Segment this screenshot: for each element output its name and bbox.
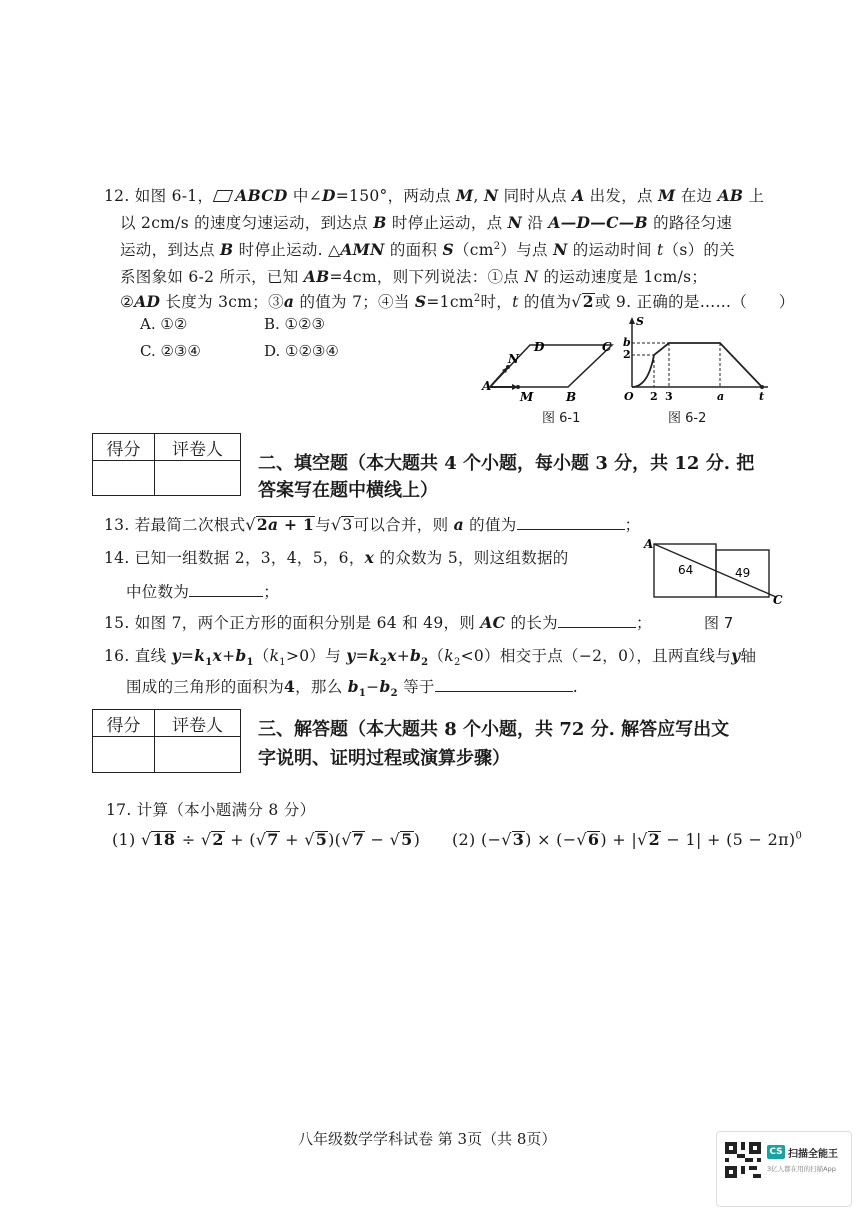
fig2-label-a: a — [717, 390, 725, 403]
q17-title: 17. 计算（本小题满分 8 分） — [106, 801, 316, 819]
grader-cell[interactable] — [155, 461, 241, 496]
q15-answer-blank[interactable] — [558, 614, 636, 628]
fig1-label-m: M — [520, 390, 534, 404]
fig7-label-49: 49 — [735, 566, 751, 580]
camscanner-title: 扫描全能王 — [788, 1149, 838, 1160]
score-cell[interactable] — [93, 737, 155, 773]
q12-line2: 以 2cm/s 的速度匀速运动，到达点 B 时停止运动，点 N 沿 A—D—C—B 的路径匀速 — [120, 213, 733, 232]
q14-line1: 14. 已知一组数据 2，3，4，5，6，x 的众数为 5，则这组数据的 — [104, 548, 569, 567]
section2-title-line2: 答案写在题中横线上） — [258, 480, 438, 501]
fig1-label-n: N — [508, 352, 519, 366]
grader-cell[interactable] — [155, 737, 241, 773]
figure-6-1 — [480, 335, 620, 405]
fig2-label-3x: 3 — [665, 390, 673, 403]
fig7-label-64: 64 — [678, 563, 694, 577]
q12-option-c: C. ②③④ — [140, 342, 201, 360]
fig1-label-a: A — [482, 379, 492, 393]
q16-answer-blank[interactable] — [435, 678, 573, 692]
fig1-label-b: B — [566, 390, 577, 404]
q14-line2: 中位数为 ； — [126, 583, 280, 601]
fig2-label-t: t — [759, 390, 765, 403]
figure-7 — [642, 536, 790, 606]
fig1-label-c: C — [602, 340, 612, 354]
score-label: 得分 — [93, 710, 155, 737]
q12-option-d: D. ①②③④ — [264, 342, 339, 360]
q12-line4: 系图象如 6-2 所示，已知 AB=4cm，则下列说法：①点 N 的运动速度是 1cm/s； — [120, 267, 708, 286]
grader-label: 评卷人 — [155, 434, 241, 461]
section3-title-line2: 字说明、证明过程或演算步骤） — [258, 748, 510, 769]
q17-part1: (1) √18 ÷ √2 + (√7 + √5)(√7 − √5) — [112, 830, 421, 849]
fig2-label-o: O — [624, 390, 634, 403]
q12-option-a: A. ①② — [140, 315, 188, 333]
fig2-label-2x: 2 — [650, 390, 658, 403]
q15: 15. 如图 7，两个正方形的面积分别是 64 和 49，则 AC 的长为 ； — [104, 613, 652, 632]
q12-line3: 运动，到达点 B 时停止运动. △AMN 的面积 $S(cm^2)$与点 N 的运动时间 t（s）的关 — [120, 240, 735, 259]
section3-title-line1: 三、解答题（本大题共 8 个小题，共 72 分. 解答应写出文 — [258, 719, 730, 740]
camscanner-subtitle: 3亿人都在用的扫描App — [767, 1165, 836, 1173]
section3-score-table — [92, 709, 241, 773]
q14-answer-blank[interactable] — [189, 583, 263, 597]
score-label: 得分 — [93, 434, 155, 461]
q12-line5: ②AD 长度为 3cm；③a 的值为 7；④当 $S=1cm^2$时，t 的值为√2或 9. 正确的是……（ ） — [120, 292, 795, 311]
q13-answer-blank[interactable] — [517, 516, 625, 530]
q16-line2: 围成的三角形的面积为4，那么 $b_1-b_2$ 等于 . — [126, 677, 578, 700]
qr-code-icon — [725, 1142, 761, 1178]
fig7-label-c: C — [773, 593, 783, 606]
section2-title-line1: 二、填空题（本大题共 4 个小题，每小题 3 分，共 12 分. 把 — [258, 453, 755, 474]
score-cell[interactable] — [93, 461, 155, 496]
q16-line1: 16. 直线 $y=k_1x+b_1(k_1>0)$与 $y=k_2x+b_2(k_2<0)$相交于点（−2，0），且两直线与y轴 — [104, 646, 757, 669]
section2-score-table — [92, 433, 241, 496]
fig1-label-d: D — [534, 340, 545, 354]
q13: 13. 若最简二次根式√2a + 1与√3可以合并，则 a 的值为 ； — [104, 515, 641, 534]
figure-6-2 — [622, 315, 772, 405]
parallelogram-symbol-icon — [213, 190, 233, 202]
figure-7-caption: 图 7 — [704, 614, 734, 632]
figure-6-2-caption: 图 6-2 — [668, 411, 707, 426]
q12-option-b: B. ①②③ — [264, 315, 325, 333]
fig2-label-s: S — [636, 315, 644, 328]
fig7-label-a: A — [644, 537, 654, 551]
scanner-watermark-badge — [716, 1131, 852, 1207]
fig2-label-2y: 2 — [623, 348, 631, 361]
grader-label: 评卷人 — [155, 710, 241, 737]
q17-part2: (2) $(-√3) \times (-√6) + |√2 - 1| + (5 - 2\pi)^0$ — [452, 830, 803, 849]
camscanner-logo: CS — [767, 1145, 785, 1159]
figure-6-1-caption: 图 6-1 — [542, 411, 581, 426]
page-footer: 八年级数学学科试卷 第 3页（共 8页） — [298, 1130, 557, 1148]
q12-line1: 12. 如图 6-1， ABCD 中∠D=150°，两动点 M, N 同时从点 A 出发，点 M 在边 AB 上 — [104, 186, 765, 205]
fig2-label-b: b — [623, 336, 631, 349]
